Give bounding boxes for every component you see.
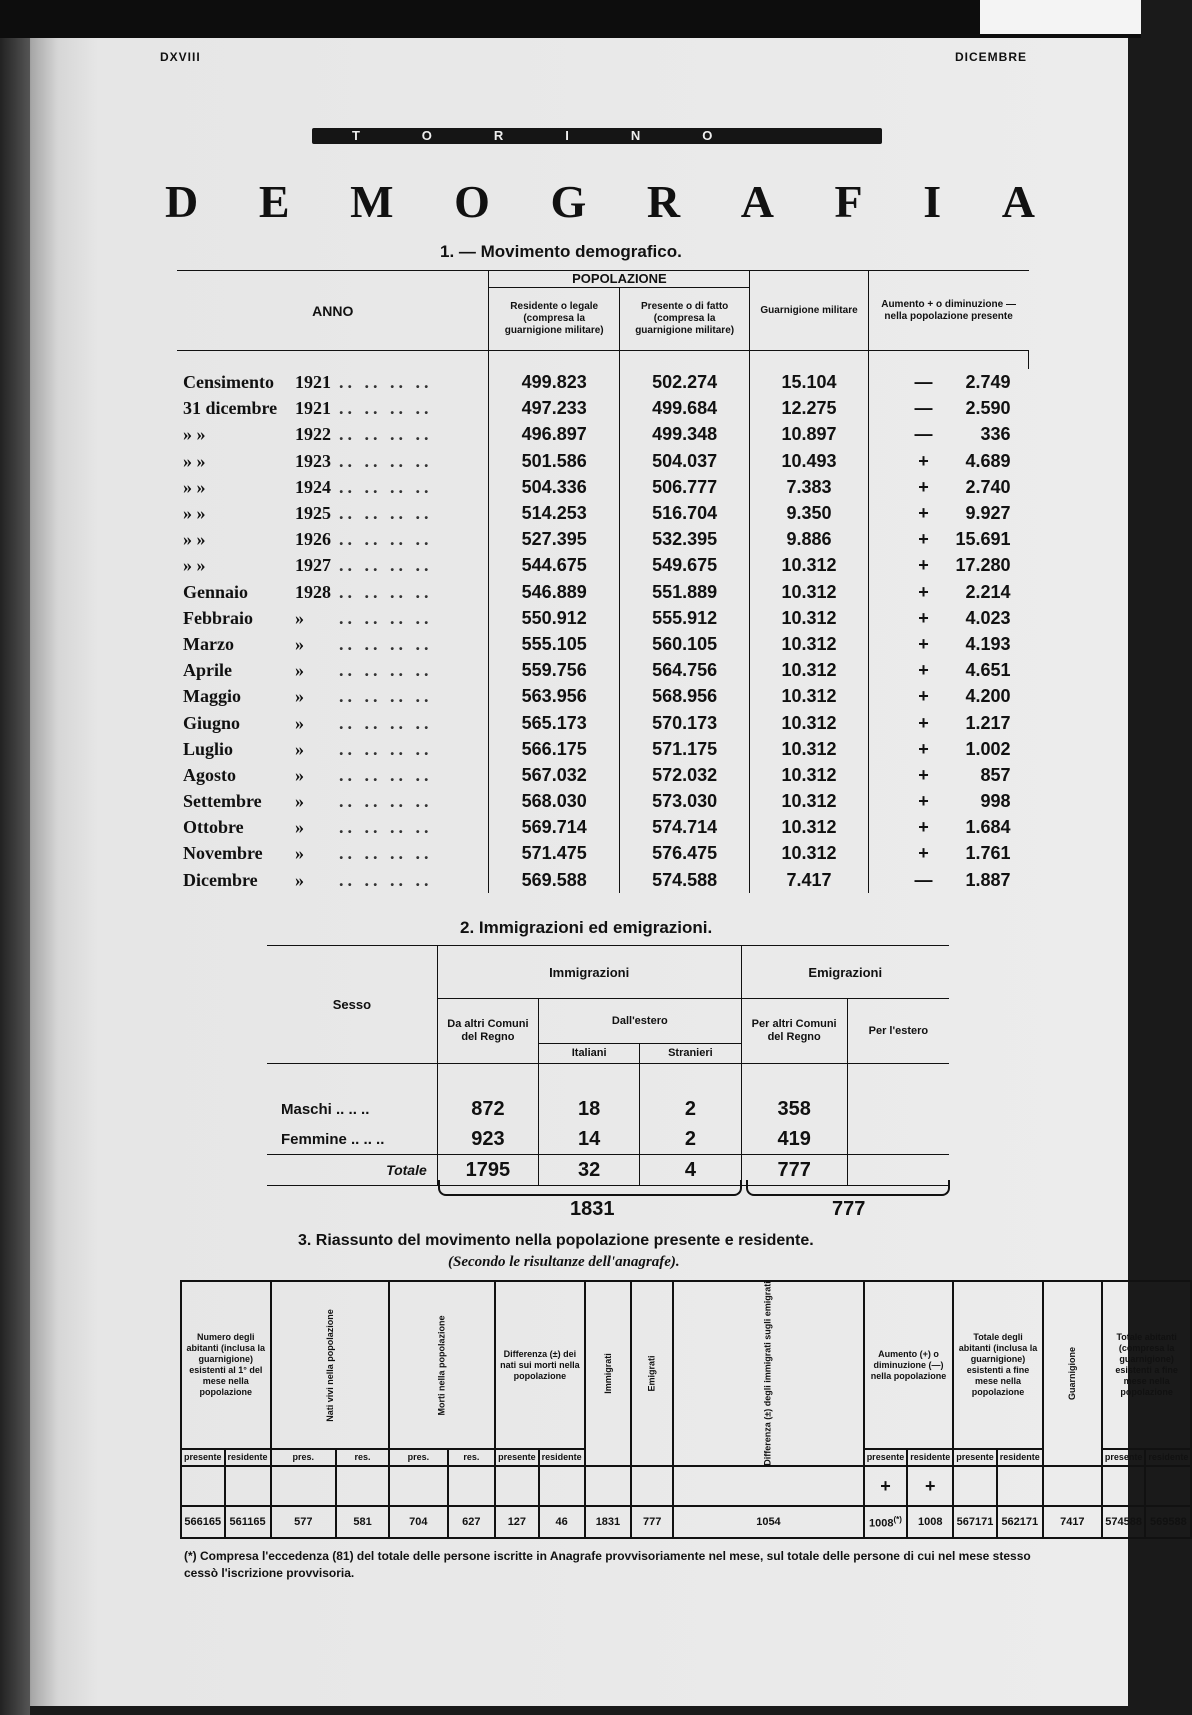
cell-residente: 546.889 (489, 579, 619, 605)
cell-italiani: 18 (539, 1094, 640, 1124)
emigrazioni-sum: 777 (832, 1198, 866, 1220)
row-label: Dicembre (183, 869, 258, 890)
cell-residente: 567.032 (489, 762, 619, 788)
cell-residente: 527.395 (489, 526, 619, 552)
col-popolazione: POPOLAZIONE (489, 271, 750, 288)
cell-guarnigione: 10.312 (750, 788, 868, 814)
row-label: Agosto (183, 764, 236, 785)
row-year: » (295, 791, 304, 812)
row-label: » » (183, 555, 206, 576)
col-stranieri: Stranieri (640, 1044, 741, 1064)
row-label: Novembre (183, 843, 263, 864)
cell-variazione: 4.689 (965, 450, 1011, 471)
cell-presente: 573.030 (619, 788, 749, 814)
col-residente: Residente o legale (compresa la guarnigione militare) (489, 288, 619, 351)
riassunto-table (180, 1280, 1192, 1539)
cell-guarnigione: 10.312 (750, 579, 868, 605)
sub-residente: residente (997, 1449, 1043, 1466)
cell-residente: 569.588 (489, 867, 619, 893)
row-label: Maschi .. .. .. (267, 1094, 437, 1124)
table-row: Censimento 1921 .. .. .. .. 499.823 502.274 15.104 — 2.749 (177, 369, 1029, 395)
title-letter: G (550, 176, 587, 227)
sub-residente: residente (1145, 1449, 1191, 1466)
row-year: 1923 (295, 450, 331, 471)
riassunto-value: 127 (495, 1506, 539, 1538)
cell-variazione: 336 (980, 424, 1011, 445)
cell-variazione: 1.887 (965, 869, 1011, 890)
table-row: Agosto » .. .. .. .. 567.032 572.032 10.312 + 857 (177, 762, 1029, 788)
row-year: » (295, 869, 304, 890)
cell-sign: — (914, 424, 933, 445)
table-row: » » 1924 .. .. .. .. 504.336 506.777 7.383 + 2.740 (177, 474, 1029, 500)
cell-da_comuni: 923 (437, 1124, 538, 1155)
col-guarnigione: Guarnigione militare (750, 271, 868, 351)
total-italiani: 32 (539, 1155, 640, 1186)
title-letter: F (834, 176, 863, 227)
cell-guarnigione: 10.312 (750, 736, 868, 762)
col-sesso: Sesso (267, 946, 437, 1064)
row-label: Maggio (183, 686, 241, 707)
row-year: 1921 (295, 372, 331, 393)
riassunto-value: 1008 (907, 1506, 953, 1538)
sub-res: res. (336, 1449, 389, 1466)
table-row: Giugno » .. .. .. .. 565.173 570.173 10.312 + 1.217 (177, 709, 1029, 735)
cell-guarnigione: 9.886 (750, 526, 868, 552)
table-row: Settembre » .. .. .. .. 568.030 573.030 10.312 + 998 (177, 788, 1029, 814)
row-label: Gennaio (183, 581, 249, 602)
col-nati: Nati vivi nella popolazione (271, 1281, 390, 1449)
cell-variazione: 15.691 (955, 529, 1011, 550)
cell-variazione: 1.002 (965, 738, 1011, 759)
riassunto-value: 569588 (1145, 1506, 1191, 1538)
col-totale-abitanti: Totale abitanti (compresa la guarnigione) esistenti a fine mese nella popolazione (1102, 1281, 1192, 1449)
col-anno: ANNO (177, 271, 489, 351)
page-title (165, 175, 1035, 228)
row-label: 31 dicembre (183, 398, 278, 419)
row-label: » » (183, 450, 206, 471)
riassunto-value: 581 (336, 1506, 389, 1538)
row-year: » (295, 817, 304, 838)
sub-residente: residente (539, 1449, 585, 1466)
header-month: DICEMBRE (955, 50, 1028, 64)
sub-residente: residente (225, 1449, 271, 1466)
cell-guarnigione: 7.417 (750, 867, 868, 893)
col-da-comuni: Da altri Comuni del Regno (437, 999, 538, 1064)
col-morti: Morti nella popolazione (389, 1281, 495, 1449)
cell-presente: 574.714 (619, 814, 749, 840)
row-year: » (295, 738, 304, 759)
cell-variazione: 2.590 (965, 398, 1011, 419)
cell-residente: 568.030 (489, 788, 619, 814)
row-year: » (295, 686, 304, 707)
cell-guarnigione: 12.275 (750, 395, 868, 421)
header-city-bar: TORINO (312, 128, 882, 144)
table-row (267, 1094, 949, 1124)
row-label: Femmine .. .. .. (267, 1124, 437, 1155)
sub-presente: presente (1102, 1449, 1146, 1466)
scan-corner (980, 0, 1141, 34)
cell-variazione: 4.023 (965, 607, 1011, 628)
col-italiani: Italiani (539, 1044, 640, 1064)
row-year: 1922 (295, 424, 331, 445)
row-year: 1921 (295, 398, 331, 419)
cell-sign: + (918, 738, 929, 759)
col-dall-estero: Dall'estero (539, 999, 742, 1044)
col-variazione: Aumento + o diminuzione — nella popolazione presente (868, 271, 1028, 351)
cell-presente: 516.704 (619, 500, 749, 526)
cell-guarnigione: 10.312 (750, 605, 868, 631)
cell-presente: 504.037 (619, 448, 749, 474)
cell-sign: + (918, 555, 929, 576)
immigrazioni-brace (438, 1180, 742, 1196)
total-label: Totale (267, 1155, 437, 1186)
riassunto-value: 46 (539, 1506, 585, 1538)
row-label: Luglio (183, 738, 234, 759)
cell-guarnigione: 15.104 (750, 369, 868, 395)
row-label: » » (183, 503, 206, 524)
cell-sign: + (918, 581, 929, 602)
cell-presente: 502.274 (619, 369, 749, 395)
riassunto-value: 777 (631, 1506, 673, 1538)
cell-presente: 571.175 (619, 736, 749, 762)
riassunto-value: 562171 (997, 1506, 1043, 1538)
sub-presente: presente (864, 1449, 908, 1466)
cell-residente: 514.253 (489, 500, 619, 526)
col-aumento: Aumento (+) o diminuzione (—) nella popolazione (864, 1281, 954, 1449)
riassunto-value: 561165 (225, 1506, 271, 1538)
cell-stranieri: 2 (640, 1124, 741, 1155)
cell-variazione: 857 (980, 764, 1011, 785)
row-label: » » (183, 424, 206, 445)
cell-variazione: 2.749 (965, 372, 1011, 393)
col-diff-imm-emi: Differenza (±) degli immigrati sugli emigrati (673, 1281, 863, 1466)
total-per_comuni: 777 (741, 1155, 847, 1186)
row-label: » » (183, 529, 206, 550)
table-row: Luglio » .. .. .. .. 566.175 571.175 10.312 + 1.002 (177, 736, 1029, 762)
row-year: 1926 (295, 529, 331, 550)
cell-sign: — (914, 372, 933, 393)
sub-presente: presente (953, 1449, 997, 1466)
cell-guarnigione: 10.312 (750, 552, 868, 578)
table-row: » » 1922 .. .. .. .. 496.897 499.348 10.897 — 336 (177, 421, 1029, 447)
riassunto-value: 7417 (1043, 1506, 1102, 1538)
cell-guarnigione: 10.312 (750, 657, 868, 683)
cell-residente: 501.586 (489, 448, 619, 474)
riassunto-value: 566165 (181, 1506, 225, 1538)
cell-sign: + (918, 633, 929, 654)
section2-title: 2. Immigrazioni ed emigrazioni. (460, 918, 713, 937)
riassunto-value: 1831 (585, 1506, 632, 1538)
row-year: 1924 (295, 476, 331, 497)
cell-sign: + (918, 607, 929, 628)
cell-sign: + (918, 764, 929, 785)
row-label: Censimento (183, 372, 274, 393)
cell-residente: 499.823 (489, 369, 619, 395)
title-letter: R (646, 176, 681, 227)
riassunto-value: 627 (448, 1506, 496, 1538)
total-stranieri: 4 (640, 1155, 741, 1186)
cell-residente: 569.714 (489, 814, 619, 840)
cell-variazione: 4.200 (965, 686, 1011, 707)
table-row: » » 1925 .. .. .. .. 514.253 516.704 9.350 + 9.927 (177, 500, 1029, 526)
col-per-estero: Per l'estero (847, 999, 949, 1064)
cell-sign: — (914, 869, 933, 890)
title-letter: I (923, 176, 942, 227)
title-letter: A (1001, 176, 1035, 227)
table-row: Marzo » .. .. .. .. 555.105 560.105 10.312 + 4.193 (177, 631, 1029, 657)
table-row: Febbraio » .. .. .. .. 550.912 555.912 10.312 + 4.023 (177, 605, 1029, 631)
cell-residente: 565.173 (489, 709, 619, 735)
col-diff-nati-morti: Differenza (±) dei nati sui morti nella popolazione (495, 1281, 585, 1449)
sub-presente: presente (181, 1449, 225, 1466)
cell-guarnigione: 10.897 (750, 421, 868, 447)
cell-presente: 499.348 (619, 421, 749, 447)
cell-residente: 563.956 (489, 683, 619, 709)
col-emigrazioni: Emigrazioni (741, 946, 949, 999)
scan-left-border (0, 38, 30, 1715)
cell-guarnigione: 10.312 (750, 709, 868, 735)
cell-guarnigione: 10.312 (750, 683, 868, 709)
cell-per_comuni: 358 (741, 1094, 847, 1124)
plus-sign: + (924, 1476, 936, 1496)
cell-sign: + (918, 529, 929, 550)
scan-top-border (0, 0, 1141, 38)
cell-guarnigione: 10.312 (750, 631, 868, 657)
riassunto-value: 704 (389, 1506, 447, 1538)
cell-variazione: 17.280 (955, 555, 1011, 576)
row-year: » (295, 764, 304, 785)
cell-variazione: 4.193 (965, 633, 1011, 654)
note-mark: (*) (893, 1514, 902, 1524)
cell-variazione: 1.684 (965, 817, 1011, 838)
cell-presente: 499.684 (619, 395, 749, 421)
cell-sign: + (918, 476, 929, 497)
cell-variazione: 998 (980, 791, 1011, 812)
cell-presente: 560.105 (619, 631, 749, 657)
cell-italiani: 14 (539, 1124, 640, 1155)
total-da_comuni: 1795 (437, 1155, 538, 1186)
col-emigrati: Emigrati (631, 1281, 673, 1466)
cell-sign: + (918, 817, 929, 838)
row-label: » » (183, 476, 206, 497)
cell-per_comuni: 419 (741, 1124, 847, 1155)
cell-sign: + (918, 843, 929, 864)
table-row: Gennaio 1928 .. .. .. .. 546.889 551.889 10.312 + 2.214 (177, 579, 1029, 605)
row-year: 1928 (295, 581, 331, 602)
title-letter: M (350, 176, 394, 227)
section3-title: 3. Riassunto del movimento nella popolazione presente e residente. (298, 1232, 814, 1249)
immigrazioni-table (267, 945, 949, 1186)
table-row: Dicembre » .. .. .. .. 569.588 574.588 7.417 — 1.887 (177, 867, 1029, 893)
cell-stranieri: 2 (640, 1094, 741, 1124)
row-label: Settembre (183, 791, 262, 812)
col-abitanti-inizio: Numero degli abitanti (inclusa la guarnigione) esistenti al 1° del mese nella popolazione (181, 1281, 271, 1449)
cell-per_estero (847, 1124, 949, 1155)
table-row: » » 1927 .. .. .. .. 544.675 549.675 10.312 + 17.280 (177, 552, 1029, 578)
cell-sign: + (918, 791, 929, 812)
cell-variazione: 1.217 (965, 712, 1011, 733)
cell-residente: 504.336 (489, 474, 619, 500)
title-letter: O (454, 176, 490, 227)
cell-variazione: 2.214 (965, 581, 1011, 602)
cell-guarnigione: 7.383 (750, 474, 868, 500)
cell-sign: + (918, 712, 929, 733)
col-abitanti-fine: Totale degli abitanti (inclusa la guarnigione) esistenti a fine mese nella popolazione (953, 1281, 1043, 1449)
cell-guarnigione: 10.312 (750, 840, 868, 866)
col-guarnigione-3: Guarnigione (1043, 1281, 1102, 1466)
row-year: 1925 (295, 503, 331, 524)
row-year: 1927 (295, 555, 331, 576)
cell-guarnigione: 10.312 (750, 814, 868, 840)
table-row: Aprile » .. .. .. .. 559.756 564.756 10.312 + 4.651 (177, 657, 1029, 683)
table-row: Maggio » .. .. .. .. 563.956 568.956 10.312 + 4.200 (177, 683, 1029, 709)
cell-residente: 544.675 (489, 552, 619, 578)
cell-sign: + (918, 503, 929, 524)
sub-pres: pres. (389, 1449, 447, 1466)
table-row: » » 1926 .. .. .. .. 527.395 532.395 9.886 + 15.691 (177, 526, 1029, 552)
table-row: Novembre » .. .. .. .. 571.475 576.475 10.312 + 1.761 (177, 840, 1029, 866)
row-label: Febbraio (183, 607, 253, 628)
cell-variazione: 1.761 (965, 843, 1011, 864)
row-year: » (295, 660, 304, 681)
section3-subtitle: (Secondo le risultanze dell'anagrafe). (448, 1254, 680, 1270)
title-letter: D (165, 176, 199, 227)
cell-residente: 497.233 (489, 395, 619, 421)
sub-pres: pres. (271, 1449, 336, 1466)
row-year: » (295, 607, 304, 628)
cell-residente: 550.912 (489, 605, 619, 631)
sub-residente: residente (907, 1449, 953, 1466)
header-year: DXVIII (160, 50, 201, 64)
row-year: » (295, 712, 304, 733)
cell-presente: 564.756 (619, 657, 749, 683)
row-year: » (295, 843, 304, 864)
cell-guarnigione: 9.350 (750, 500, 868, 526)
cell-da_comuni: 872 (437, 1094, 538, 1124)
cell-presente: 549.675 (619, 552, 749, 578)
movimento-demografico-table (177, 270, 1029, 893)
plus-sign: + (880, 1476, 891, 1496)
row-label: Giugno (183, 712, 241, 733)
cell-presente: 570.173 (619, 709, 749, 735)
row-label: Marzo (183, 633, 234, 654)
cell-presente: 576.475 (619, 840, 749, 866)
riassunto-value: 1008(*) (864, 1506, 908, 1538)
table-row: Ottobre » .. .. .. .. 569.714 574.714 10.312 + 1.684 (177, 814, 1029, 840)
row-year: » (295, 633, 304, 654)
cell-variazione: 2.740 (965, 476, 1011, 497)
title-letter: A (740, 176, 774, 227)
col-immigrazioni: Immigrazioni (437, 946, 741, 999)
cell-variazione: 9.927 (965, 503, 1011, 524)
cell-residente: 559.756 (489, 657, 619, 683)
col-per-comuni: Per altri Comuni del Regno (741, 999, 847, 1064)
cell-residente: 566.175 (489, 736, 619, 762)
section1-title: 1. — Movimento demografico. (440, 242, 682, 261)
col-presente: Presente o di fatto (compresa la guarnigione militare) (619, 288, 749, 351)
emigrazioni-brace (746, 1180, 950, 1196)
riassunto-value: 567171 (953, 1506, 997, 1538)
title-letter: E (258, 176, 290, 227)
riassunto-value: 577 (271, 1506, 336, 1538)
riassunto-value: 574588 (1102, 1506, 1146, 1538)
cell-residente: 496.897 (489, 421, 619, 447)
immigrazioni-sum: 1831 (570, 1198, 615, 1220)
cell-presente: 506.777 (619, 474, 749, 500)
cell-guarnigione: 10.312 (750, 762, 868, 788)
cell-residente: 555.105 (489, 631, 619, 657)
riassunto-value: 1054 (673, 1506, 863, 1538)
cell-presente: 572.032 (619, 762, 749, 788)
cell-sign: + (918, 660, 929, 681)
table-row (267, 1124, 949, 1155)
cell-presente: 532.395 (619, 526, 749, 552)
sub-presente: presente (495, 1449, 539, 1466)
col-immigrati: Immigrati (585, 1281, 632, 1466)
cell-sign: — (914, 398, 933, 419)
cell-variazione: 4.651 (965, 660, 1011, 681)
cell-presente: 568.956 (619, 683, 749, 709)
table-row: 31 dicembre 1921 .. .. .. .. 497.233 499.684 12.275 — 2.590 (177, 395, 1029, 421)
row-label: Aprile (183, 660, 232, 681)
sub-res: res. (448, 1449, 496, 1466)
row-label: Ottobre (183, 817, 244, 838)
cell-per_estero (847, 1094, 949, 1124)
cell-guarnigione: 10.493 (750, 448, 868, 474)
cell-presente: 574.588 (619, 867, 749, 893)
cell-presente: 551.889 (619, 579, 749, 605)
footnote: (*) Compresa l'eccedenza (81) del totale delle persone iscritte in Anagrafe provvisoriamente nel mese, sul totale delle persone di cui nel mese stesso cessò l'iscrizione provvisoria. (184, 1549, 1031, 1580)
cell-presente: 555.912 (619, 605, 749, 631)
table-row: » » 1923 .. .. .. .. 501.586 504.037 10.493 + 4.689 (177, 448, 1029, 474)
cell-residente: 571.475 (489, 840, 619, 866)
cell-sign: + (918, 450, 929, 471)
cell-sign: + (918, 686, 929, 707)
